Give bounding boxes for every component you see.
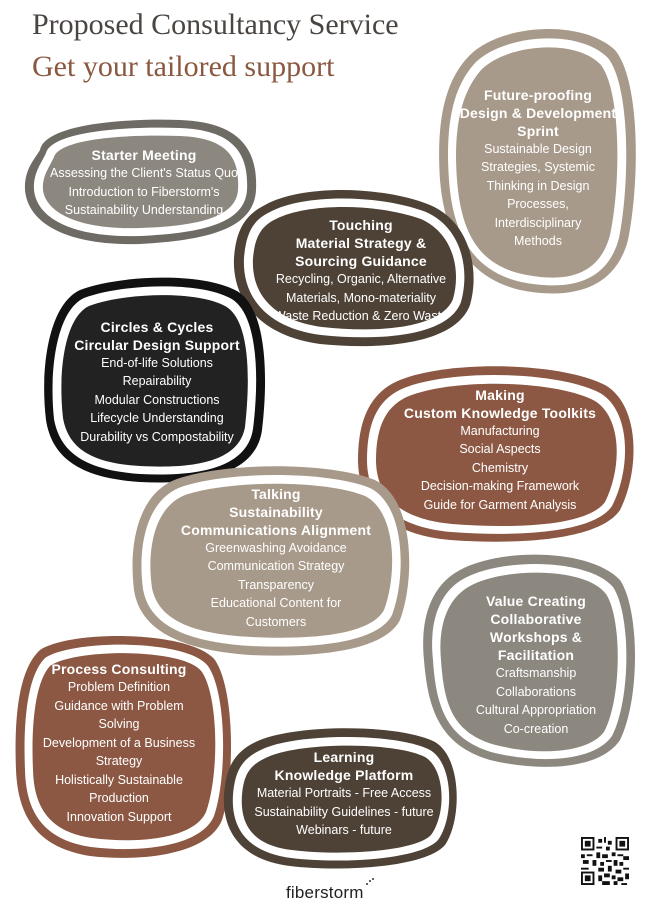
card-heading-line: Workshops & xyxy=(489,629,583,645)
card-touching xyxy=(256,210,466,332)
card-heading-line: Value Creating xyxy=(485,593,587,609)
card-item: Modular Constructions xyxy=(94,392,220,407)
card-process-consulting xyxy=(30,654,208,832)
card-item: Problem Definition xyxy=(67,680,171,694)
card-item: Production xyxy=(89,791,149,805)
card-item: Innovation Support xyxy=(66,809,172,824)
card-item: Guidance with Problem xyxy=(54,698,184,713)
card-value-creating xyxy=(446,586,626,744)
card-item: Thinking in Design xyxy=(486,178,590,193)
card-item: Materials, Mono-materiality xyxy=(285,290,437,305)
card-heading-line: Circular Design Support xyxy=(74,336,240,353)
card-item: Customers xyxy=(245,614,307,629)
card-heading-line: Learning xyxy=(313,749,375,766)
card-making xyxy=(380,380,620,520)
card-heading-line: Future-proofing xyxy=(484,86,592,103)
card-item: Manufacturing xyxy=(460,423,540,438)
card-learning xyxy=(244,744,444,844)
card-item: Holistically Sustainable xyxy=(55,772,183,787)
card-item: Development of a Business xyxy=(42,735,196,750)
card-heading-line: Sprint xyxy=(517,122,559,139)
card-item: Durability vs Compostability xyxy=(80,429,234,444)
card-item: Processes, xyxy=(507,197,569,211)
card-item: Lifecycle Understanding xyxy=(90,411,224,426)
card-item: Material Portraits - Free Access xyxy=(256,786,432,801)
card-item: Solving xyxy=(98,717,140,731)
card-item: Sustainable Design xyxy=(484,141,592,156)
card-item: Assessing the Client's Status Quo xyxy=(50,166,238,181)
card-item: Waste Reduction & Zero Waste xyxy=(273,309,449,324)
card-item: Webinars - future xyxy=(296,823,392,838)
page-subtitle: Get your tailored support xyxy=(32,50,335,83)
qr-code-icon xyxy=(581,837,629,885)
card-item: Collaborations xyxy=(496,684,576,699)
card-heading-line: Process Consulting xyxy=(51,661,187,677)
card-starter-meeting xyxy=(44,138,244,228)
card-heading-line: Circles & Cycles xyxy=(100,318,214,335)
card-item: Sustainability Understanding xyxy=(64,203,224,218)
card-heading-line: Touching xyxy=(329,217,393,234)
card-future-proofing xyxy=(456,72,620,264)
card-item: Sustainability Guidelines - future xyxy=(254,804,434,819)
card-item: Transparency xyxy=(238,577,314,592)
card-talking xyxy=(156,480,396,636)
card-item: Chemistry xyxy=(471,460,529,475)
card-heading-line: Sourcing Guidance xyxy=(295,253,427,270)
card-heading-line: Knowledge Platform xyxy=(274,767,414,784)
logo-spark-icon xyxy=(364,877,376,887)
card-heading-line: Material Strategy & xyxy=(295,235,427,252)
card-item: End-of-life Solutions xyxy=(101,355,213,370)
card-item: Greenwashing Avoidance xyxy=(205,540,347,555)
card-item: Co-creation xyxy=(503,721,569,736)
fiberstorm-logo: fiberstorm xyxy=(286,883,364,902)
card-heading-line: Collaborative xyxy=(490,611,582,627)
card-item: Repairability xyxy=(122,374,192,389)
card-item: Decision-making Framework xyxy=(420,479,580,494)
card-item: Introduction to Fiberstorm's xyxy=(68,184,220,199)
card-circles-cycles xyxy=(60,306,254,458)
card-item: Methods xyxy=(514,234,562,248)
card-item: Strategy xyxy=(95,754,143,768)
card-heading-line: Sustainability xyxy=(229,503,323,520)
card-heading-line: Custom Knowledge Toolkits xyxy=(403,404,597,421)
card-item: Communication Strategy xyxy=(207,559,345,574)
card-item: Recycling, Organic, Alternative xyxy=(275,272,447,287)
card-item: Social Aspects xyxy=(459,442,541,457)
card-item: Craftsmanship xyxy=(495,666,577,680)
card-item: Interdisciplinary xyxy=(494,215,582,230)
card-heading-line: Starter Meeting xyxy=(91,147,197,164)
page-title: Proposed Consultancy Service xyxy=(32,8,399,41)
card-heading-line: Making xyxy=(475,386,525,403)
card-heading-line: Facilitation xyxy=(497,647,575,663)
card-heading-line: Talking xyxy=(251,485,301,502)
card-item: Guide for Garment Analysis xyxy=(423,497,577,512)
card-item: Educational Content for xyxy=(210,596,342,611)
card-heading-line: Communications Alignment xyxy=(180,521,372,538)
card-heading-line: Design & Development xyxy=(459,104,617,121)
card-item: Strategies, Systemic xyxy=(481,160,595,174)
card-item: Cultural Appropriation xyxy=(475,703,597,717)
